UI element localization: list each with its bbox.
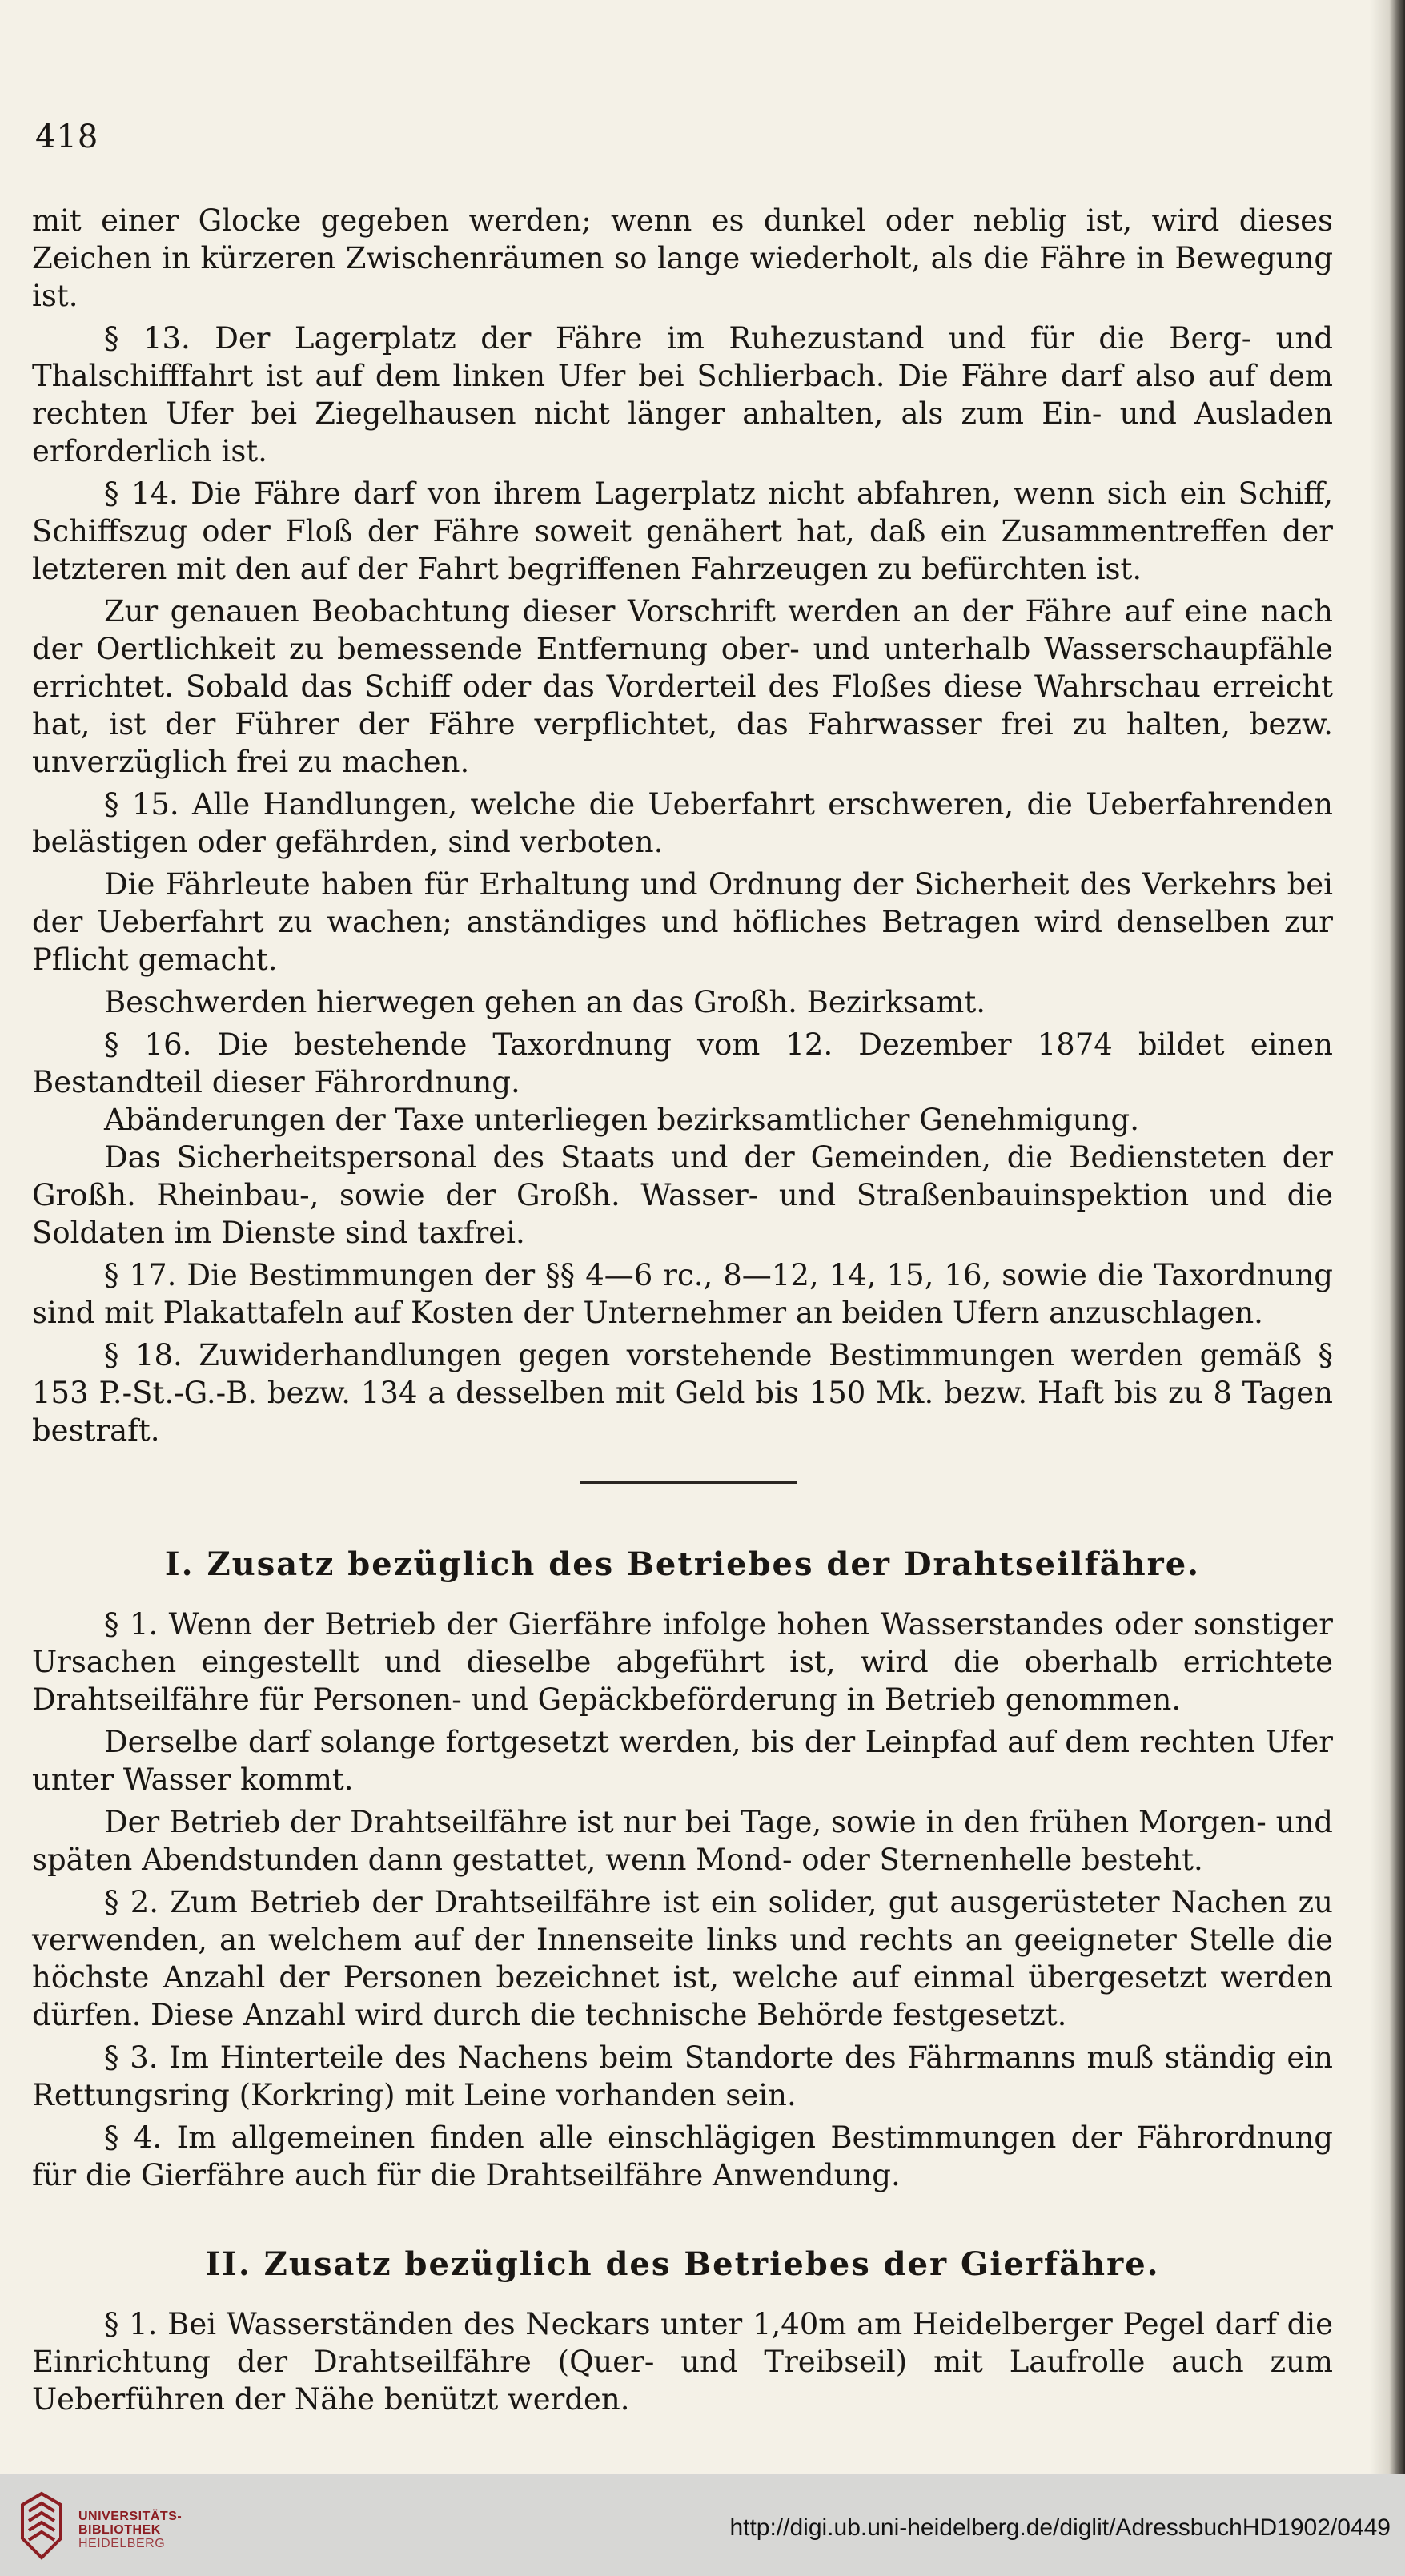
library-line-3: HEIDELBERG bbox=[78, 2537, 166, 2550]
page-edge-shadow bbox=[1370, 0, 1405, 2474]
source-url-link[interactable]: http://digi.ub.uni-heidelberg.de/diglit/AdressbuchHD1902/0449 bbox=[729, 2514, 1391, 2541]
section-heading-drahtseilfaehre: I. Zusatz bezüglich des Betriebes der Drahtseilfähre. bbox=[164, 1545, 1201, 1583]
main-paragraph: § 16. Die bestehende Taxordnung vom 12. Dezember 1874 bildet einen Bestandteil dieser Fährordnung. bbox=[32, 1027, 1333, 1099]
footer-bar bbox=[0, 2474, 1405, 2576]
section1-paragraph: § 3. Im Hinterteile des Nachens beim Standorte des Fährmanns muß ständig ein Rettungsring (Korkring) mit Leine vorhanden sein. bbox=[32, 2040, 1333, 2112]
main-paragraph: § 18. Zuwiderhandlungen gegen vorstehende Bestimmungen werden gemäß § 153 P.-St.-G.-B. bezw. 134 a desselben mit Geld bis 150 Mk. bezw. Haft bis zu 8 Tagen bestraft. bbox=[32, 1338, 1333, 1448]
main-paragraph: Das Sicherheitspersonal des Staats und der Gemeinden, die Bediensteten der Großh. Rheinbau-, sowie der Großh. Wasser- und Straßenbauinspektion und die Soldaten im Dienste sind taxfrei. bbox=[32, 1140, 1333, 1250]
main-paragraph: Die Fährleute haben für Erhaltung und Ordnung der Sicherheit des Verkehrs bei der Ueberfahrt zu wachen; anständiges und höfliches Betragen wird denselben zur Pflicht gemacht. bbox=[32, 867, 1333, 977]
university-seal-icon bbox=[18, 2489, 69, 2562]
library-line-2: BIBLIOTHEK bbox=[78, 2523, 161, 2537]
library-line-1: UNIVERSITÄTS- bbox=[78, 2510, 183, 2523]
main-paragraph: § 17. Die Bestimmungen der §§ 4—6 rc., 8—12, 14, 15, 16, sowie die Taxordnung sind mit Plakattafeln auf Kosten der Unternehmer an beiden Ufern anzuschlagen. bbox=[32, 1258, 1333, 1330]
main-paragraph: § 13. Der Lagerplatz der Fähre im Ruhezustand und für die Berg- und Thalschifffahrt ist auf dem linken Ufer bei Schlierbach. Die Fähre darf also auf dem rechten Ufer bei Ziegelhausen nicht länger anhalten, als zum Ein- und Ausladen erforderlich ist. bbox=[32, 321, 1333, 468]
section1-paragraph: § 1. Wenn der Betrieb der Gierfähre infolge hohen Wasserstandes oder sonstiger Ursachen eingestellt und dieselbe abgeführt ist, wird die oberhalb errichtete Drahtseilfähre für Personen- und Gepäckbeförderung in Betrieb genommen. bbox=[32, 1607, 1333, 1717]
main-paragraph: mit einer Glocke gegeben werden; wenn es dunkel oder neblig ist, wird dieses Zeichen in kürzeren Zwischenräumen so lange wiederholt, als die Fähre in Bewegung ist. bbox=[32, 203, 1333, 313]
main-paragraph: § 14. Die Fähre darf von ihrem Lagerplatz nicht abfahren, wenn sich ein Schiff, Schiffszug oder Floß der Fähre soweit genähert hat, daß ein Zusammentreffen der letzteren mit den auf der Fahrt begriffenen Fahrzeugen zu befürchten ist. bbox=[32, 476, 1333, 586]
section1-text bbox=[32, 1605, 1333, 2194]
section2-paragraph: § 1. Bei Wasserständen des Neckars unter 1,40m am Heidelberger Pegel darf die Einrichtung der Drahtseilfähre (Quer- und Treibseil) mit Laufrolle auch zum Ueberführen der Nähe benützt werden. bbox=[32, 2307, 1333, 2417]
section2-text bbox=[32, 2305, 1333, 2418]
section1-paragraph: Derselbe darf solange fortgesetzt werden, bis der Leinpfad auf dem rechten Ufer unter Wasser kommt. bbox=[32, 1725, 1333, 1797]
main-paragraph: § 15. Alle Handlungen, welche die Ueberfahrt erschweren, die Ueberfahrenden belästigen oder gefährden, sind verboten. bbox=[32, 787, 1333, 859]
main-paragraph: Zur genauen Beobachtung dieser Vorschrift werden an der Fähre auf eine nach der Oertlichkeit zu bemessende Entfernung ober- und unterhalb Wasserschaupfähle errichtet. Sobald das Schiff oder das Vorderteil des Floßes diese Wahrschau erreicht hat, ist der Führer der Fähre verpflichtet, das Fahrwasser frei zu halten, bezw. unverzüglich frei zu machen. bbox=[32, 594, 1333, 779]
library-name bbox=[78, 2510, 182, 2550]
section-heading-gierfaehre: II. Zusatz bezüglich des Betriebes der Gierfähre. bbox=[205, 2245, 1160, 2283]
section1-paragraph: § 4. Im allgemeinen finden alle einschlägigen Bestimmungen der Fährordnung für die Gierfähre auch für die Drahtseilfähre Anwendung. bbox=[32, 2120, 1333, 2192]
section-divider-wrap bbox=[32, 1454, 1333, 1504]
section-divider bbox=[580, 1481, 797, 1484]
main-paragraph: Abänderungen der Taxe unterliegen bezirksamtlicher Genehmigung. bbox=[104, 1103, 1139, 1137]
section1-paragraph: § 2. Zum Betrieb der Drahtseilfähre ist ein solider, gut ausgerüsteter Nachen zu verwenden, an welchem auf der Innenseite links und rechts an geeigneter Stelle die höchste Anzahl der Personen bezeichnet ist, welche auf einmal übergesetzt werden dürfen. Diese Anzahl wird durch die technische Behörde festgesetzt. bbox=[32, 1885, 1333, 2032]
section1-paragraph: Der Betrieb der Drahtseilfähre ist nur bei Tage, sowie in den frühen Morgen- und späten Abendstunden dann gestattet, wenn Mond- oder Sternenhelle besteht. bbox=[32, 1805, 1333, 1877]
main-paragraph: Beschwerden hierwegen gehen an das Großh. Bezirksamt. bbox=[104, 985, 986, 1019]
page-number: 418 bbox=[35, 119, 99, 155]
page-content bbox=[32, 202, 1333, 2423]
main-text bbox=[32, 202, 1333, 1449]
